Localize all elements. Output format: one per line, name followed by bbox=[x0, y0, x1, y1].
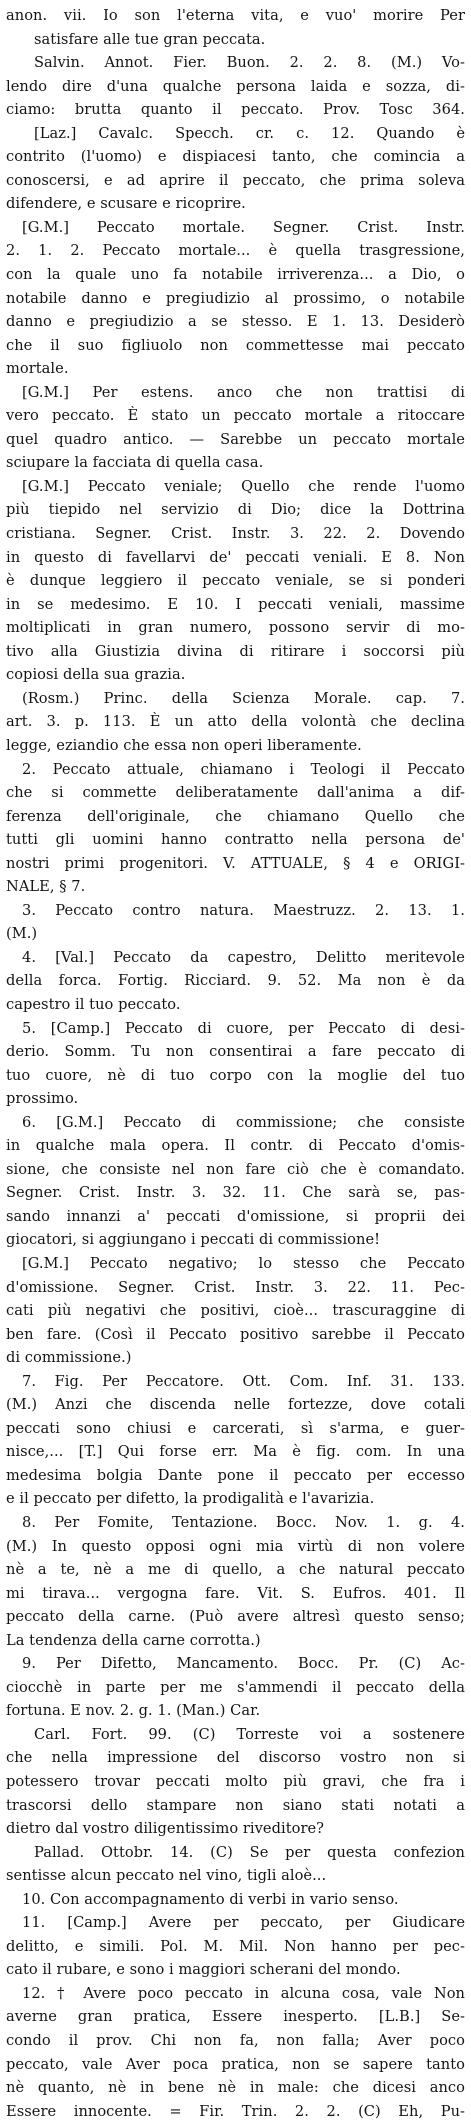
text-line: NALE, § 7. bbox=[6, 878, 86, 896]
text-line: di commissione.) bbox=[6, 1349, 132, 1367]
text-line: sione, che consiste nel non fare ciò che è comandato. bbox=[6, 1160, 465, 1178]
text-line: ben fare. (Così il Peccato positivo sarebbe il Peccato bbox=[6, 1325, 465, 1343]
text-line: 7. Fig. Per Peccatore. Ott. Com. Inf. 31. 133. bbox=[22, 1372, 465, 1390]
text-line: conoscersi, e ad aprire il peccato, che prima soleva bbox=[6, 171, 465, 189]
text-line: che si commette deliberatamente dall'anima a dif- bbox=[6, 784, 465, 802]
text-line: 9. Per Difetto, Mancamento. Bocc. Pr. (C) Ac- bbox=[22, 1655, 465, 1673]
text-line: Pallad. Ottobr. 14. (C) Se per questa confezion bbox=[34, 1843, 465, 1861]
text-line: e il peccato per difetto, la prodigalità e l'avarizia. bbox=[6, 1490, 375, 1508]
text-line: ciamo: brutta quanto il peccato. Prov. Tosc 364. bbox=[6, 101, 465, 119]
text-line: derio. Somm. Tu non consentirai a fare peccato di bbox=[6, 1043, 465, 1061]
text-line: anon. vii. Io son l'eterna vita, e vuo' morire Per bbox=[6, 7, 465, 24]
text-line: 4. [Val.] Peccato da capestro, Delitto meritevole bbox=[22, 948, 465, 966]
text-line: Essere innocente. = Fir. Trin. 2. 2. (C) Eh, Pu- bbox=[6, 2102, 465, 2120]
text-line: potessero trovar peccati molto più gravi, che fra i bbox=[6, 1773, 465, 1791]
text-line: tivo alla Giustizia divina di ritirare i soccorsi più bbox=[6, 642, 465, 660]
text-line: che nella impressione del discorso vostro non si bbox=[6, 1749, 465, 1767]
text-line: [G.M.] Peccato mortale. Segner. Crist. Instr. bbox=[22, 218, 465, 236]
text-line: ciocchè in parte per me s'ammendi il peccato della bbox=[6, 1678, 465, 1696]
text-line: giocatori, si aggiungano i peccati di commissione! bbox=[6, 1231, 381, 1249]
text-line: Salvin. Annot. Fier. Buon. 2. 2. 8. (M.) Vo- bbox=[34, 54, 465, 72]
text-line: lendo dire d'una qualche persona laida e sozza, di- bbox=[6, 77, 465, 95]
text-line: 3. Peccato contro natura. Maestruzz. 2. 13. 1. bbox=[22, 901, 465, 919]
text-line: Segner. Crist. Instr. 3. 32. 11. Che sarà se, pas- bbox=[6, 1184, 465, 1202]
text-line: quel quadro antico. — Sarebbe un peccato mortale bbox=[6, 430, 465, 448]
text-line: vero peccato. È stato un peccato mortale a ritoccare bbox=[6, 407, 465, 425]
text-line: sando innanzi a' peccati d'omissione, si proprii dei bbox=[6, 1207, 465, 1225]
text-line: mi tirava... vergogna fare. Vit. S. Eufros. 401. Il bbox=[6, 1584, 465, 1602]
text-line: (M.) bbox=[6, 925, 38, 943]
text-line: cristiana. Segner. Crist. Instr. 3. 22. 2. Dovendo bbox=[6, 525, 465, 543]
text-line: nisce,... [T.] Qui forse err. Ma è fig. com. In una bbox=[6, 1443, 465, 1461]
text-line: sentisse alcun peccato nel vino, tigli aloè... bbox=[6, 1867, 327, 1885]
text-line: peccato della carne. (Può avere altresì questo senso; bbox=[6, 1608, 465, 1626]
text-line: averne gran pratica, Essere inesperto. [L.B.] Se- bbox=[6, 2008, 465, 2026]
text-line: con la quale uno fa notabile irriverenza... a Dio, o bbox=[6, 266, 465, 284]
text-line: satisfare alle tue gran peccata. bbox=[34, 30, 266, 48]
text-line: [G.M.] Peccato veniale; Quello che rende l'uomo bbox=[22, 477, 465, 495]
text-line: mortale. bbox=[6, 360, 69, 378]
text-line: ferenza dell'originale, che chiamano Quello che bbox=[6, 807, 465, 825]
text-line: prossimo. bbox=[6, 1090, 79, 1108]
text-line: della forca. Fortig. Ricciard. 9. 52. Ma non è da bbox=[6, 972, 465, 990]
text-line: fortuna. E nov. 2. g. 1. (Man.) Car. bbox=[6, 1702, 261, 1720]
text-line: Carl. Fort. 99. (C) Torreste voi a sostenere bbox=[34, 1725, 465, 1743]
text-line: nè a te, nè a me di quello, a che natural peccato bbox=[6, 1561, 465, 1579]
text-line: (Rosm.) Princ. della Scienza Morale. cap. 7. bbox=[22, 689, 465, 707]
text-line: [G.M.] Peccato negativo; lo stesso che Peccato bbox=[22, 1254, 465, 1272]
text-line: più tiepido nel servizio di Dio; dice la Dottrina bbox=[6, 501, 465, 519]
text-line: 5. [Camp.] Peccato di cuore, per Peccato di desi- bbox=[22, 1019, 465, 1037]
text-line: art. 3. p. 113. È un atto della volontà che declina bbox=[6, 713, 465, 731]
text-line: copiosi della sua grazia. bbox=[6, 666, 186, 684]
text-line: sciupare la facciata di quella casa. bbox=[6, 454, 264, 472]
text-line: delitto, e simili. Pol. M. Mil. Non hanno per pec- bbox=[6, 1937, 465, 1955]
text-line: in questo di favellarvi de' peccati veniali. E 8. Non bbox=[6, 548, 465, 566]
text-line: 11. [Camp.] Avere per peccato, per Giudicare bbox=[22, 1914, 465, 1932]
text-line: La tendenza della carne corrotta.) bbox=[6, 1631, 261, 1649]
text-line: 6. [G.M.] Peccato di commissione; che consiste bbox=[22, 1113, 465, 1131]
text-line: cato il rubare, e sono i maggiori scherani del mondo. bbox=[6, 1961, 401, 1979]
text-line: capestro il tuo peccato. bbox=[6, 995, 181, 1013]
text-line: peccato, vale Aver poca pratica, non se sapere tanto bbox=[6, 2055, 465, 2073]
text-line: 12. † Avere poco peccato in alcuna cosa, vale Non bbox=[22, 1984, 465, 2002]
text-line: [G.M.] Per estens. anco che non trattisi di bbox=[22, 383, 465, 401]
text-line: nè quanto, nè in bene nè in male: che dicesi anco bbox=[6, 2079, 465, 2097]
text-line: che il suo figliuolo non commettesse mai peccato bbox=[6, 336, 465, 354]
text-line: tuo cuore, nè di tuo corpo con la moglie del tuo bbox=[6, 1066, 465, 1084]
text-line: d'omissione. Segner. Crist. Instr. 3. 22. 11. Pec- bbox=[6, 1278, 465, 1296]
text-line: contrito (l'uomo) e dispiacesi tanto, che comincia a bbox=[6, 148, 465, 166]
text-line: medesima bolgia Dante pone il peccato per eccesso bbox=[6, 1466, 465, 1484]
text-line: cati più negativi che positivi, cioè... trascuraggine di bbox=[6, 1302, 465, 1320]
text-line: dietro dal vostro diligentissimo riveditore? bbox=[6, 1820, 325, 1838]
text-line: moltiplicati in gran numero, possono servir di mo- bbox=[6, 619, 465, 637]
text-line: condo il prov. Chi non fa, non falla; Aver poco bbox=[6, 2032, 465, 2050]
text-line: in se medesimo. E 10. I peccati veniali, massime bbox=[6, 595, 465, 613]
text-line: notabile danno e pregiudizio al prossimo, o notabile bbox=[6, 289, 465, 307]
text-line: (M.) In questo opposi ogni mia virtù di non volere bbox=[6, 1537, 465, 1555]
text-line: 8. Per Fomite, Tentazione. Bocc. Nov. 1. g. 4. bbox=[22, 1514, 465, 1531]
text-line: nostri primi progenitori. V. ATTUALE, § 4 e ORIGI- bbox=[6, 854, 465, 872]
text-line: trascorsi dello stampare non siano stati notati a bbox=[6, 1796, 465, 1814]
text-line: difendere, e scusare e ricoprire. bbox=[6, 195, 246, 213]
text-line: [Laz.] Cavalc. Specch. cr. c. 12. Quando è bbox=[34, 124, 465, 142]
text-line: è dunque leggiero il peccato veniale, se si ponderi bbox=[6, 572, 465, 590]
text-line: (M.) Anzi che discenda nelle fortezze, dove cotali bbox=[6, 1396, 465, 1414]
text-line: danno e pregiudizio a se stesso. E 1. 13. Desiderò bbox=[6, 313, 465, 331]
text-line: in qualche mala opera. Il contr. di Peccato d'omis- bbox=[6, 1137, 465, 1155]
text-line: peccati sono chiusi e carcerati, sì s'arma, e guer- bbox=[6, 1419, 465, 1437]
text-line: legge, eziandio che essa non operi liberamente. bbox=[6, 736, 362, 754]
text-line: 2. 1. 2. Peccato mortale... è quella trasgressione, bbox=[6, 242, 465, 260]
text-line: 2. Peccato attuale, chiamano i Teologi il Peccato bbox=[22, 760, 465, 778]
text-line: tutti gli uomini hanno contratto nella persona de' bbox=[6, 831, 465, 849]
text-line: 10. Con accompagnamento di verbi in vario senso. bbox=[22, 1890, 399, 1908]
